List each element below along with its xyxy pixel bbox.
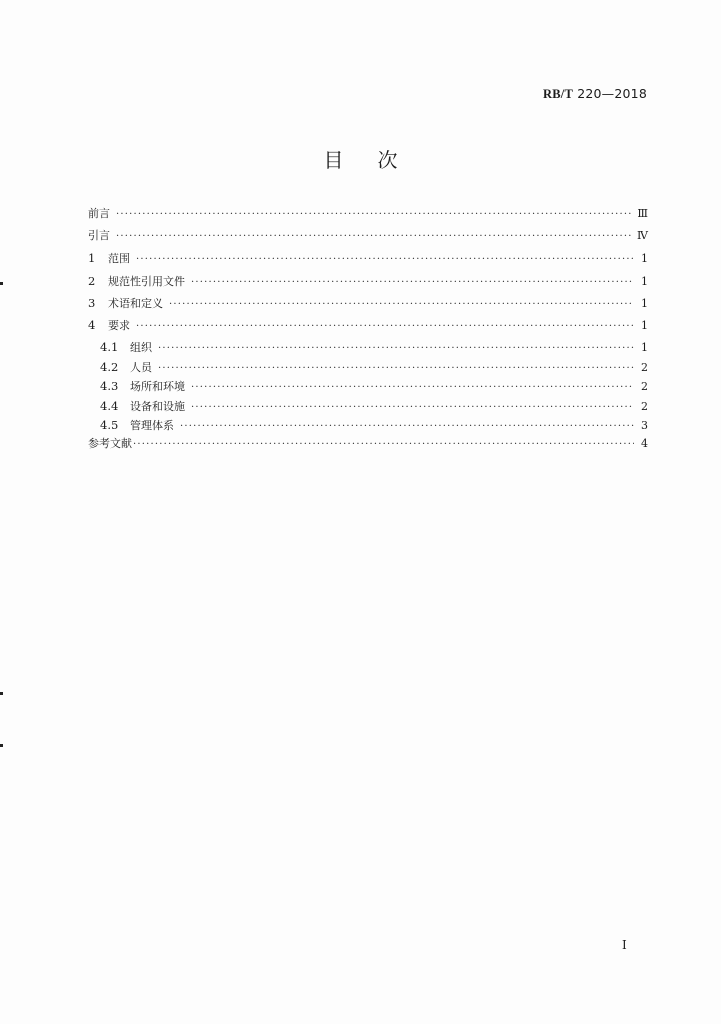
toc-entry-page: Ⅲ xyxy=(637,207,648,220)
toc-entry-label: 前言 xyxy=(88,207,110,220)
toc-entry-label: 组织 xyxy=(130,341,152,354)
toc-entry-number: 4.1 xyxy=(100,340,119,354)
toc-leader-dots xyxy=(116,227,633,247)
toc-entry-3[interactable] xyxy=(88,293,648,313)
toc-entry-page: 2 xyxy=(641,361,648,374)
toc-entry-foreword[interactable] xyxy=(88,204,648,224)
toc-entry-label: 人员 xyxy=(130,361,152,374)
toc-entry-label: 管理体系 xyxy=(130,419,174,432)
toc-entry-number: 4.3 xyxy=(100,379,119,393)
toc-entry-label: 规范性引用文件 xyxy=(108,275,185,288)
toc-entry-page: 1 xyxy=(641,319,648,332)
toc-entry-page: 1 xyxy=(641,297,648,310)
scan-dot xyxy=(0,282,3,285)
toc-entry-page: 2 xyxy=(641,400,648,413)
toc-entry-4-2[interactable] xyxy=(100,357,648,377)
toc-entry-introduction[interactable] xyxy=(88,226,648,246)
standard-code xyxy=(543,86,647,102)
toc-entry-4[interactable] xyxy=(88,315,648,335)
toc-entry-label: 引言 xyxy=(88,229,110,242)
toc-entry-number: 4.2 xyxy=(100,360,119,374)
toc-leader-dots xyxy=(116,205,633,225)
toc-entry-label: 要求 xyxy=(108,319,130,332)
toc-entry-label: 设备和设施 xyxy=(130,400,185,413)
toc-entry-number: 3 xyxy=(88,296,96,310)
toc-leader-dots xyxy=(158,339,634,359)
toc-entry-bibliography[interactable] xyxy=(88,434,648,454)
page-number: I xyxy=(622,938,627,952)
toc-entry-label: 场所和环境 xyxy=(130,380,185,393)
toc-entry-page: 1 xyxy=(641,341,648,354)
standard-code-number: 220—2018 xyxy=(577,86,647,101)
toc-entry-page: Ⅳ xyxy=(637,229,648,242)
toc-entry-page: 2 xyxy=(641,380,648,393)
toc-entry-number: 4.5 xyxy=(100,418,119,432)
toc-entry-2[interactable] xyxy=(88,271,648,291)
toc-entry-4-1[interactable] xyxy=(100,337,648,357)
toc-entry-number: 4.4 xyxy=(100,399,119,413)
toc-entry-4-5[interactable] xyxy=(100,415,648,435)
scan-dot xyxy=(0,692,3,695)
toc-leader-dots xyxy=(191,378,634,398)
toc-entry-page: 4 xyxy=(641,437,648,450)
toc-entry-page: 1 xyxy=(641,275,648,288)
toc-entry-4-3[interactable] xyxy=(100,376,648,396)
toc-entry-label: 术语和定义 xyxy=(108,297,163,310)
toc-entry-page: 1 xyxy=(641,252,648,265)
toc-leader-dots xyxy=(133,435,634,455)
scan-dot xyxy=(0,744,3,747)
standard-code-prefix: RB/T xyxy=(543,87,574,101)
toc-entry-number: 2 xyxy=(88,274,96,288)
toc-leader-dots xyxy=(136,317,634,337)
toc-entry-number: 1 xyxy=(88,251,96,265)
toc-entry-1[interactable] xyxy=(88,248,648,268)
toc-entry-label: 范围 xyxy=(108,252,130,265)
toc-leader-dots xyxy=(169,295,634,315)
toc-leader-dots xyxy=(136,250,634,270)
toc-entry-page: 3 xyxy=(641,419,648,432)
toc-entry-number: 4 xyxy=(88,318,96,332)
toc-leader-dots xyxy=(191,273,634,293)
toc-entry-4-4[interactable] xyxy=(100,396,648,416)
toc-title: 目次 xyxy=(323,148,432,172)
toc-entry-label: 参考文献 xyxy=(88,437,132,450)
